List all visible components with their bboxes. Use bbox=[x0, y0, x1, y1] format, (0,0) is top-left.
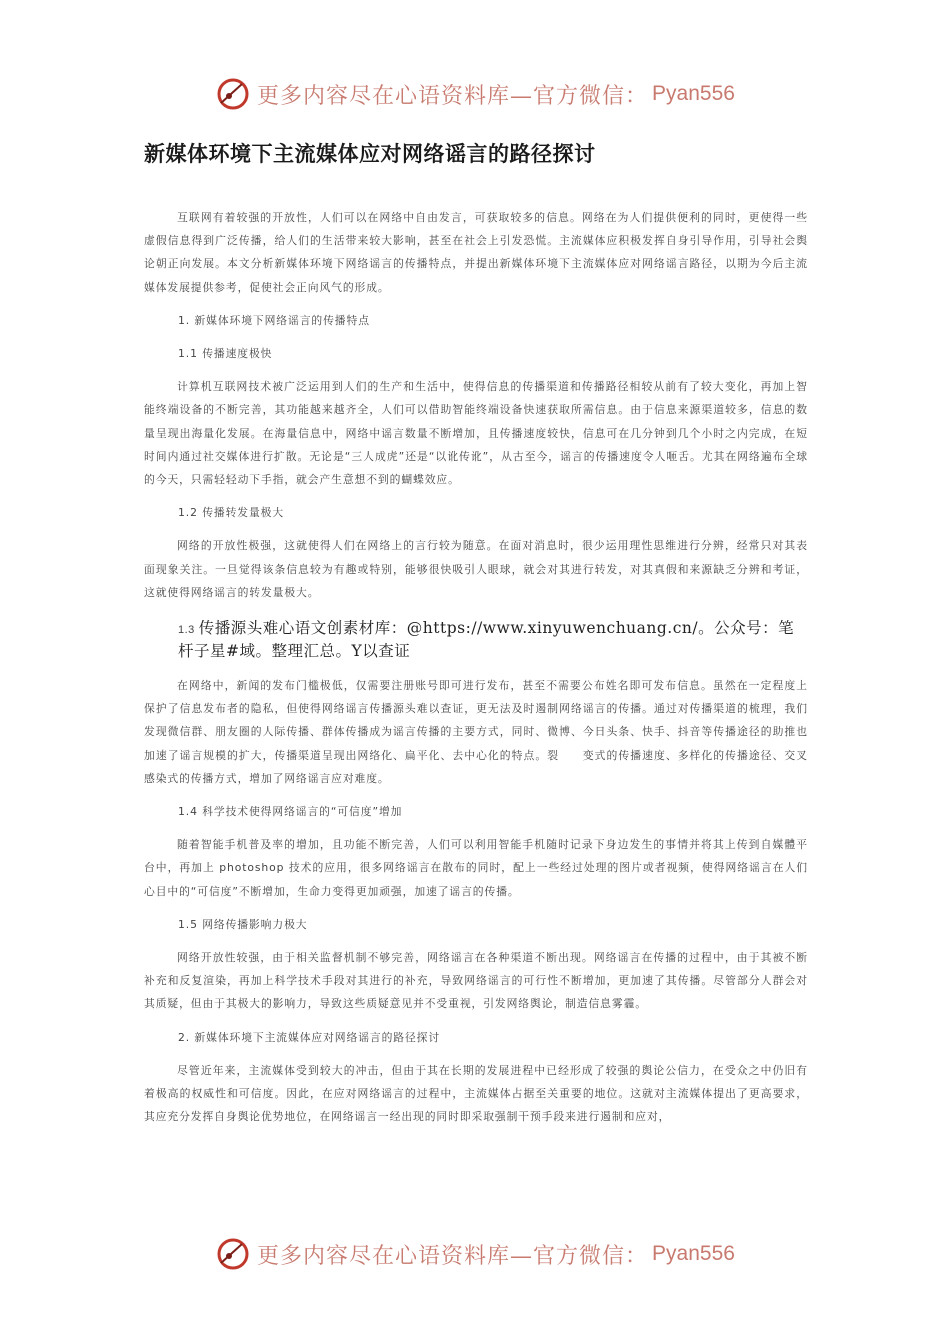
section-2-heading: 2. 新媒体环境下主流媒体应对网络谣言的路径探讨 bbox=[178, 1030, 441, 1044]
section-1-5-body: 网络开放性较强，由于相关监督机制不够完善，网络谣言在各种渠道不断出现。网络谣言在传播的过程中，由于其被不断补充和反复渲染，再加上科学技术手段对其进行的补充，导致网络谣言的可行性不断增加，更加速了其传播。尽管部分人群会对其质疑，但由于其极大的影响力，导致这些质疑意见并不受重视，引发网络舆论，制造信息雾霾。 bbox=[144, 951, 808, 1011]
section-1-3-number: 1.3 bbox=[178, 624, 195, 637]
footer-banner bbox=[0, 1232, 950, 1276]
section-1-1-body: 计算机互联网技术被广泛运用到人们的生产和生活中，使得信息的传播渠道和传播路径相较从前有了较大变化，再加上智能终端设备的不断完善，其功能越来越齐全，人们可以借助智能终端设备快速获取所需信息。由于信息来源渠道较多，信息的数量呈现出海量化发展。在海量信息中，网络中谣言数量不断增加，且传播速度较快，信息可在几分钟到几个小时之内完成，在短时间内通过社交媒体进行扩散。无论是“三人成虎”还是“以讹传讹”，从古至今，谣言的传播速度令人咂舌。尤其在网络遍布全球的今天，只需轻轻动下手指，就会产生意想不到的蝴蝶效应。 bbox=[144, 380, 808, 487]
document-title: 新媒体环境下主流媒体应对网络谣言的路径探讨 bbox=[144, 142, 596, 166]
banner-wechat-id: Pyan556 bbox=[652, 82, 735, 105]
footer-banner-wechat-id: Pyan556 bbox=[652, 1242, 735, 1265]
brand-logo-icon bbox=[215, 76, 251, 112]
section-1-heading: 1. 新媒体环境下网络谣言的传播特点 bbox=[178, 313, 370, 327]
section-1-1-heading: 1.1 传播速度极快 bbox=[178, 347, 273, 361]
abstract-paragraph: 互联网有着较强的开放性，人们可以在网络中自由发言，可获取较多的信息。网络在为人们提供便利的同时，更使得一些虚假信息得到广泛传播，给人们的生活带来较大影响，甚至在社会上引发恐慌。主流媒体应积极发挥自身引导作用，引导社会舆论朝正向发展。本文分析新媒体环境下网络谣言的传播特点，并提出新媒体环境下主流媒体应对网络谣言路径，以期为今后主流媒体发展提供参考，促使社会正向风气的形成。 bbox=[144, 211, 808, 294]
header-banner bbox=[0, 72, 950, 116]
section-1-3-heading-text: 传播源头难心语文创素材库：@https://www.xinyuwenchuang.cn/。公众号：笔杆子星#域。整理汇总。Y以查证 bbox=[178, 619, 795, 661]
document-body bbox=[144, 206, 808, 1129]
footer-banner-text: 更多内容尽在心语资料库—官方微信： bbox=[257, 1243, 649, 1269]
section-1-3-heading bbox=[144, 618, 808, 662]
section-2-body: 尽管近年来，主流媒体受到较大的冲击，但由于其在长期的发展进程中已经形成了较强的舆论公信力，在受众之中仍旧有着极高的权威性和可信度。因此，在应对网络谣言的过程中，主流媒体占据至关重要的地位。这就对主流媒体提出了更高要求，其应充分发挥自身舆论优势地位，在网络谣言一经出现的同时即采取强制干预手段来进行遏制和应对， bbox=[144, 1063, 808, 1124]
section-1-3-body: 在网络中，新闻的发布门槛极低，仅需要注册账号即可进行发布，甚至不需要公布姓名即可发布信息。虽然在一定程度上保护了信息发布者的隐私，但使得网络谣言传播源头难以查证，更无法及时遏制网络谣言的传播。通过对传播渠道的梳理，我们发现微信群、朋友圈的人际传播、群体传播成为谣言传播的主要方式，同时、微博、今日头条、快手、抖音等传播途径的助推也加速了谣言规模的扩大，传播渠道呈现出网络化、扁平化、去中心化的特点。裂 变式的传播速度、多样化的传播途径、交叉感染式的传播方式，增加了网络谣言应对难度。 bbox=[144, 679, 808, 785]
banner-text: 更多内容尽在心语资料库—官方微信： bbox=[257, 83, 649, 109]
section-1-2-body: 网络的开放性极强，这就使得人们在网络上的言行较为随意。在面对消息时，很少运用理性思维进行分辨，经常只对其表面现象关注。一旦觉得该条信息较为有趣或特别，能够很快吸引人眼球，就会对其进行转发，对其真假和来源缺乏分辨和考证，这就使得网络谣言的转发量极大。 bbox=[144, 539, 808, 599]
section-1-2-heading: 1.2 传播转发量极大 bbox=[178, 506, 285, 520]
section-1-4-body: 随着智能手机普及率的增加，且功能不断完善，人们可以利用智能手机随时记录下身边发生的事情并将其上传到自媒體平台中，再加上 photoshop 技术的应用，很多网络谣言在散布的同时，配上一些经过处理的图片或者视频，使得网络谣言在人们心目中的“可信度”不断增加，生命力变得更加顽强，加速了谣言的传播。 bbox=[144, 838, 808, 898]
brand-logo-icon bbox=[215, 1236, 251, 1272]
section-1-4-heading: 1.4 科学技术使得网络谣言的“可信度”增加 bbox=[178, 805, 403, 819]
section-1-5-heading: 1.5 网络传播影响力极大 bbox=[178, 917, 308, 931]
